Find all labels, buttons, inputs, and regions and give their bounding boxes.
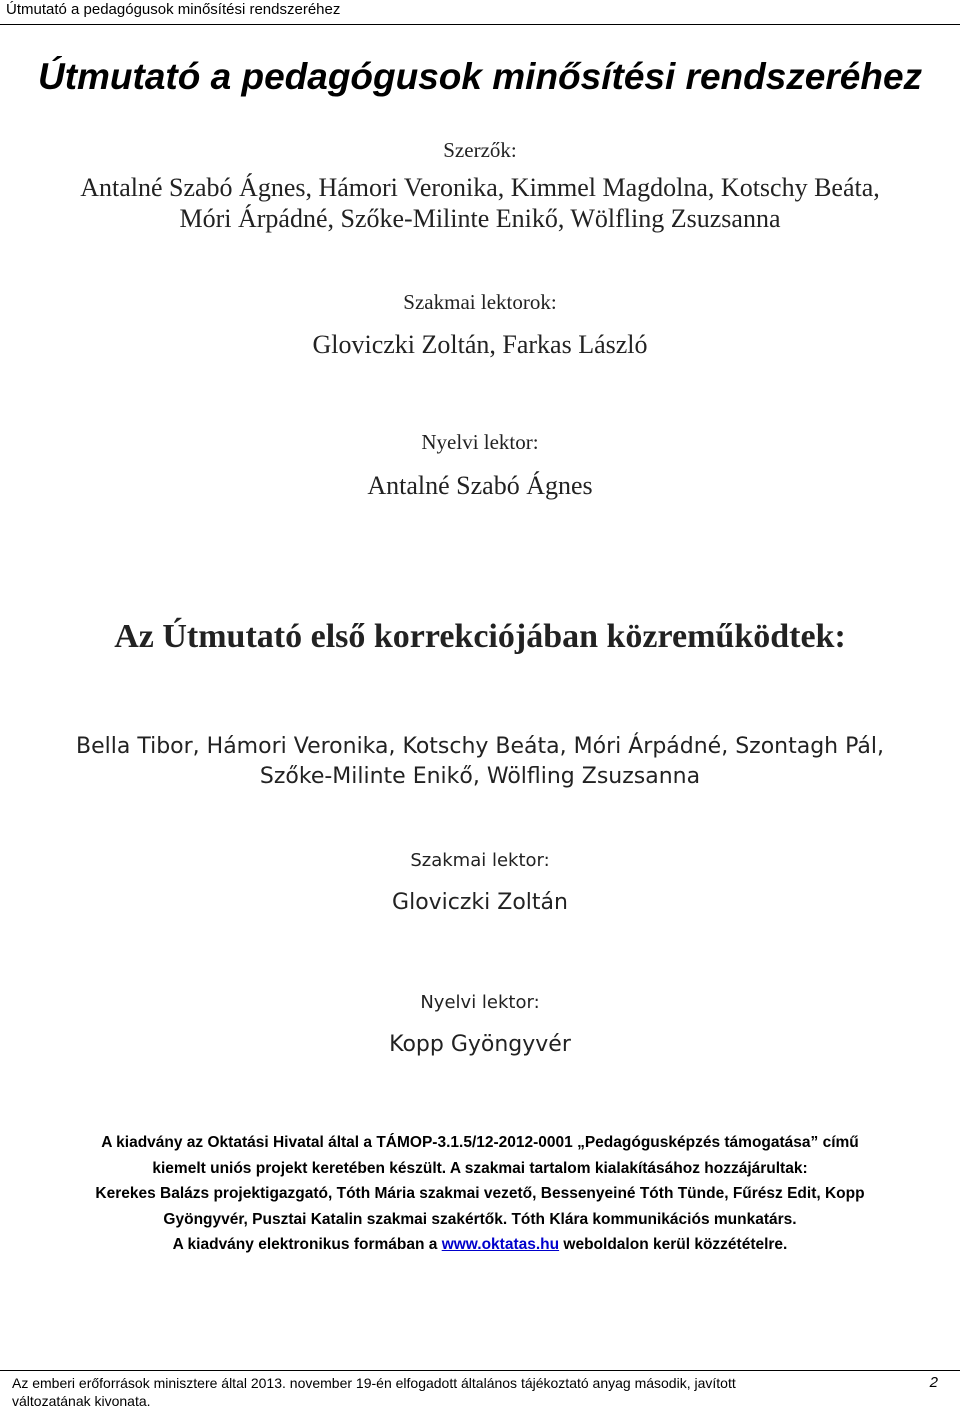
correction-contributors-line-2: Szőke-Milinte Enikő, Wölfling Zsuzsanna <box>259 764 701 789</box>
publication-info-line-5-after: weboldalon kerül közzétételre. <box>559 1236 788 1253</box>
correction-professional-reviewer-label: Szakmai lektor: <box>410 850 550 871</box>
footer-note-line-2: változatának kivonata. <box>12 1393 151 1409</box>
correction-language-reviewer-label: Nyelvi lektor: <box>420 992 540 1013</box>
professional-reviewers-names: Gloviczki Zoltán, Farkas László <box>312 330 648 359</box>
page-number: 2 <box>929 1374 938 1391</box>
publication-info-line-1: A kiadvány az Oktatási Hivatal által a TÁMOP-3.1.5/12-2012-0001 „Pedagógusképzés támogatása” című <box>101 1134 859 1151</box>
publication-info-line-5-before: A kiadvány elektronikus formában a <box>172 1236 442 1253</box>
professional-reviewers-label: Szakmai lektorok: <box>403 290 557 314</box>
correction-language-reviewer-name: Kopp Gyöngyvér <box>389 1032 571 1057</box>
correction-contributors-line-1: Bella Tibor, Hámori Veronika, Kotschy Beáta, Móri Árpádné, Szontagh Pál, <box>76 734 884 759</box>
footer-note-line-1: Az emberi erőforrások minisztere által 2013. november 19-én elfogadott általános tájékoztató anyag második, javított <box>12 1375 736 1391</box>
language-reviewer-label: Nyelvi lektor: <box>421 430 539 454</box>
footer-divider <box>0 1370 960 1371</box>
publication-info-line-4: Gyöngyvér, Pusztai Katalin szakmai szakértők. Tóth Klára kommunikációs munkatárs. <box>163 1210 797 1228</box>
publication-info <box>20 1130 940 1258</box>
authors-line-2: Móri Árpádné, Szőke-Milinte Enikő, Wölfling Zsuzsanna <box>179 204 781 233</box>
running-header: Útmutató a pedagógusok minősítési rendszeréhez <box>6 1 341 18</box>
correction-heading: Az Útmutató első korrekciójában közreműködtek: <box>114 618 846 655</box>
oktatas-website-link[interactable]: www.oktatas.hu <box>441 1236 560 1253</box>
header-divider <box>0 24 960 25</box>
language-reviewer-name: Antalné Szabó Ágnes <box>367 471 593 500</box>
publication-info-line-5 <box>20 1232 940 1258</box>
authors-line-1: Antalné Szabó Ágnes, Hámori Veronika, Kimmel Magdolna, Kotschy Beáta, <box>80 173 880 202</box>
authors-label: Szerzők: <box>443 138 517 162</box>
publication-info-line-3: Kerekes Balázs projektigazgató, Tóth Mária szakmai vezető, Bessenyeiné Tóth Tünde, Fűrész Edit, Kopp <box>95 1185 865 1202</box>
correction-professional-reviewer-name: Gloviczki Zoltán <box>392 890 568 915</box>
footer-note <box>12 1374 832 1410</box>
document-title: Útmutató a pedagógusok minősítési rendszeréhez <box>37 56 923 97</box>
publication-info-line-2: kiemelt uniós projekt keretében készült. A szakmai tartalom kialakításához hozzájárultak: <box>152 1159 808 1177</box>
